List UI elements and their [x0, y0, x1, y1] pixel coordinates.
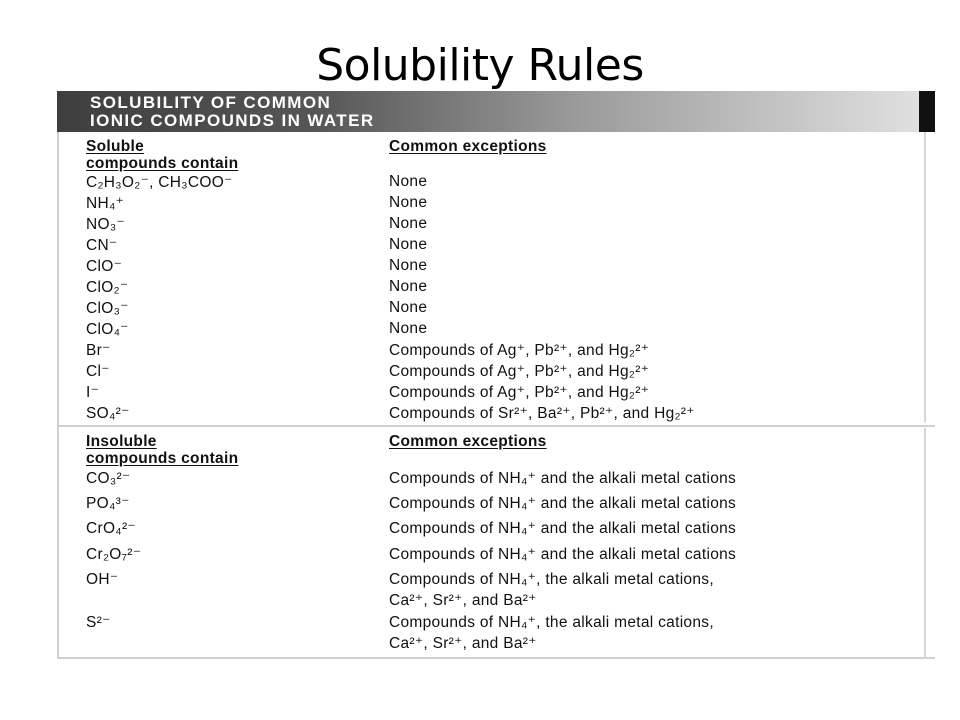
table-row: [0, 570, 960, 591]
exception-text: Compounds of NH₄⁺ and the alkali metal cations: [389, 520, 737, 537]
ion-formula: OH⁻: [86, 571, 119, 588]
table-row: [0, 494, 960, 515]
exception-text: None: [389, 173, 428, 190]
exception-text: Compounds of Ag⁺, Pb²⁺, and Hg₂²⁺: [389, 384, 650, 401]
table-row: [0, 299, 960, 320]
table-row: [0, 545, 960, 566]
ion-formula: C₂H₃O₂⁻, CH₃COO⁻: [86, 174, 233, 191]
table-row: [0, 173, 960, 194]
ion-formula: CrO₄²⁻: [86, 520, 136, 537]
section-divider: [59, 425, 935, 427]
ion-formula: ClO₄⁻: [86, 321, 129, 338]
exception-text: None: [389, 257, 428, 274]
exception-text: Compounds of Ag⁺, Pb²⁺, and Hg₂²⁺: [389, 342, 650, 359]
table-row: [0, 469, 960, 490]
table-row: [0, 404, 960, 425]
ion-formula: Br⁻: [86, 342, 111, 359]
table-header-line-1: SOLUBILITY OF COMMON: [90, 93, 332, 112]
exception-text: None: [389, 278, 428, 295]
ion-formula: ClO⁻: [86, 258, 123, 275]
soluble-heading-line-2: compounds contain: [86, 155, 239, 172]
slide-title: Solubility Rules: [316, 40, 644, 91]
ion-formula: ClO₃⁻: [86, 300, 129, 317]
exception-text: None: [389, 215, 428, 232]
ion-formula: CN⁻: [86, 237, 118, 254]
ion-formula: Cl⁻: [86, 363, 110, 380]
table-row: [0, 519, 960, 540]
table-row: [0, 278, 960, 299]
table-row: [0, 236, 960, 257]
exception-text: Compounds of NH₄⁺, the alkali metal cations,: [389, 571, 714, 588]
table-header-cap: [919, 91, 935, 132]
exception-text: None: [389, 299, 428, 316]
table-row: [0, 613, 960, 634]
exception-text-continued: Ca²⁺, Sr²⁺, and Ba²⁺: [389, 592, 537, 609]
ion-formula: SO₄²⁻: [86, 405, 130, 422]
exception-text: Compounds of Ag⁺, Pb²⁺, and Hg₂²⁺: [389, 363, 650, 380]
table-row: [0, 341, 960, 362]
ion-formula: PO₄³⁻: [86, 495, 130, 512]
ion-formula: NO₃⁻: [86, 216, 125, 233]
ion-formula: I⁻: [86, 384, 100, 401]
soluble-exceptions-heading: Common exceptions: [389, 138, 547, 155]
table-row: [0, 257, 960, 278]
exception-text: None: [389, 236, 428, 253]
exception-text: Compounds of Sr²⁺, Ba²⁺, Pb²⁺, and Hg₂²⁺: [389, 405, 695, 422]
table-row: [0, 362, 960, 383]
table-row: [0, 383, 960, 404]
ion-formula: CO₃²⁻: [86, 470, 131, 487]
ion-formula: S²⁻: [86, 614, 111, 631]
insoluble-heading-line-2: compounds contain: [86, 450, 239, 467]
ion-formula: ClO₂⁻: [86, 279, 129, 296]
exception-text: Compounds of NH₄⁺ and the alkali metal cations: [389, 495, 737, 512]
table-header-line-2: IONIC COMPOUNDS IN WATER: [90, 111, 375, 130]
exception-text-continued: Ca²⁺, Sr²⁺, and Ba²⁺: [389, 635, 537, 652]
insoluble-exceptions-heading: Common exceptions: [389, 433, 547, 450]
ion-formula: Cr₂O₇²⁻: [86, 546, 142, 563]
insoluble-heading: Insoluble: [86, 433, 157, 450]
exception-text: Compounds of NH₄⁺ and the alkali metal cations: [389, 546, 737, 563]
table-row: [0, 215, 960, 236]
exception-text: Compounds of NH₄⁺, the alkali metal cations,: [389, 614, 714, 631]
ion-formula: NH₄⁺: [86, 195, 125, 212]
table-row: [0, 194, 960, 215]
exception-text: None: [389, 194, 428, 211]
table-row: [0, 320, 960, 341]
exception-text: None: [389, 320, 428, 337]
soluble-heading: Soluble: [86, 138, 145, 155]
exception-text: Compounds of NH₄⁺ and the alkali metal cations: [389, 470, 737, 487]
